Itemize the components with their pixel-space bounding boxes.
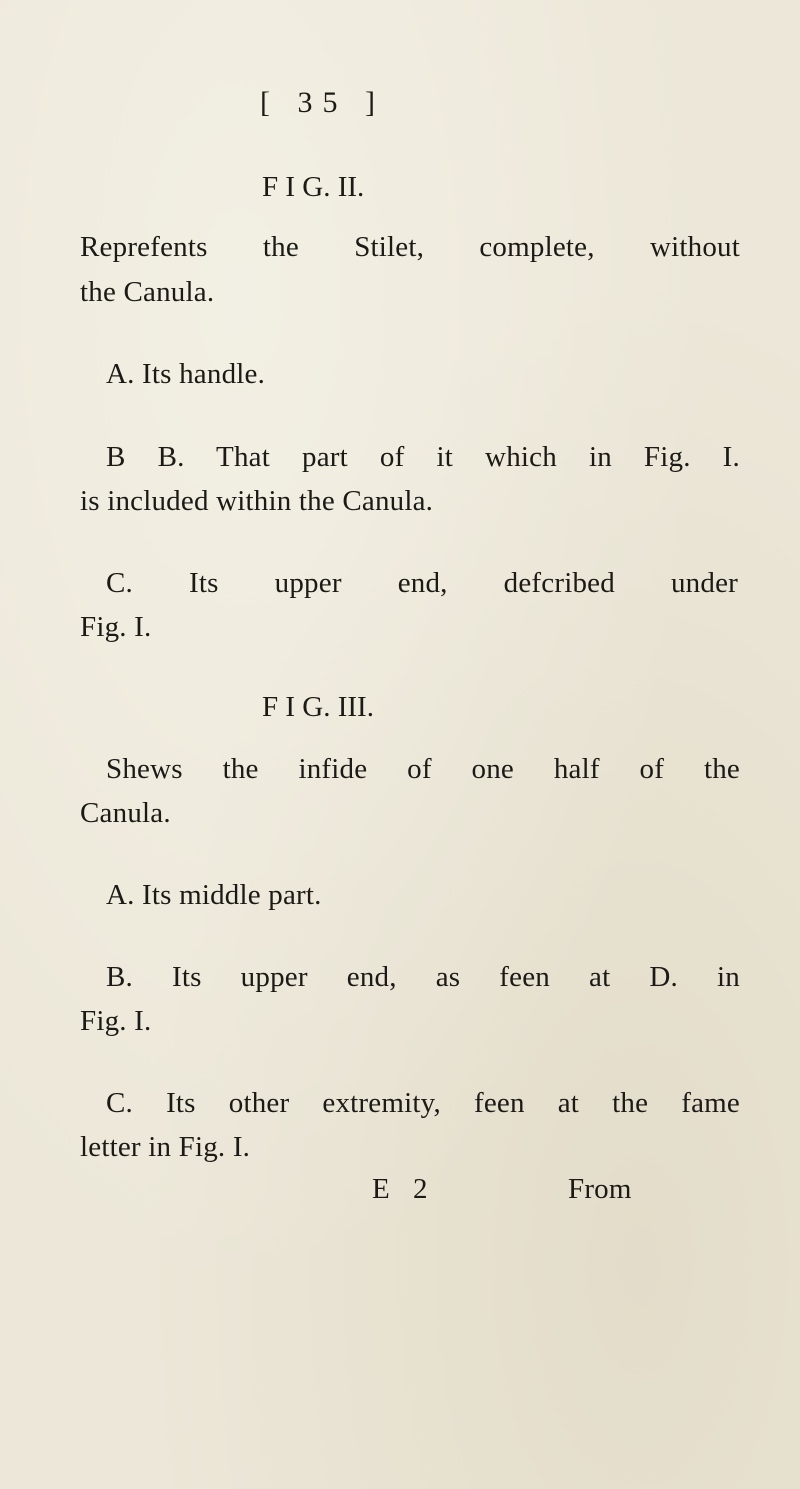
fig3-item-b-line2: Fig. I.	[80, 1005, 152, 1037]
fig3-intro-line2: Canula.	[80, 797, 171, 829]
fig2-item-c-line1: C. Its upper end, defcribed under	[106, 567, 738, 599]
fig3-item-c-line2: letter in Fig. I.	[80, 1131, 251, 1163]
fig2-item-b-line2: is included within the Canula.	[80, 485, 434, 517]
fig2-item-c-line2: Fig. I.	[80, 611, 152, 643]
fig3-item-b-line1: B. Its upper end, as feen at D. in	[106, 961, 740, 993]
fig3-item-c-line1: C. Its other extremity, feen at the fame	[106, 1087, 740, 1119]
page-number: [ 35 ]	[260, 86, 385, 119]
fig2-item-b-line1: B B. That part of it which in Fig. I.	[106, 441, 740, 473]
signature-mark: E 2	[372, 1173, 436, 1205]
fig2-intro-line1: Reprefents the Stilet, complete, without	[80, 231, 740, 263]
fig2-item-a: A. Its handle.	[106, 358, 266, 390]
fig2-heading: F I G. II.	[262, 171, 365, 203]
catchword: From	[568, 1173, 632, 1205]
fig3-intro-line1: Shews the infide of one half of the	[106, 753, 740, 785]
fig3-item-a: A. Its middle part.	[106, 879, 322, 911]
fig2-intro-line2: the Canula.	[80, 276, 215, 308]
fig3-heading: F I G. III.	[262, 691, 374, 723]
